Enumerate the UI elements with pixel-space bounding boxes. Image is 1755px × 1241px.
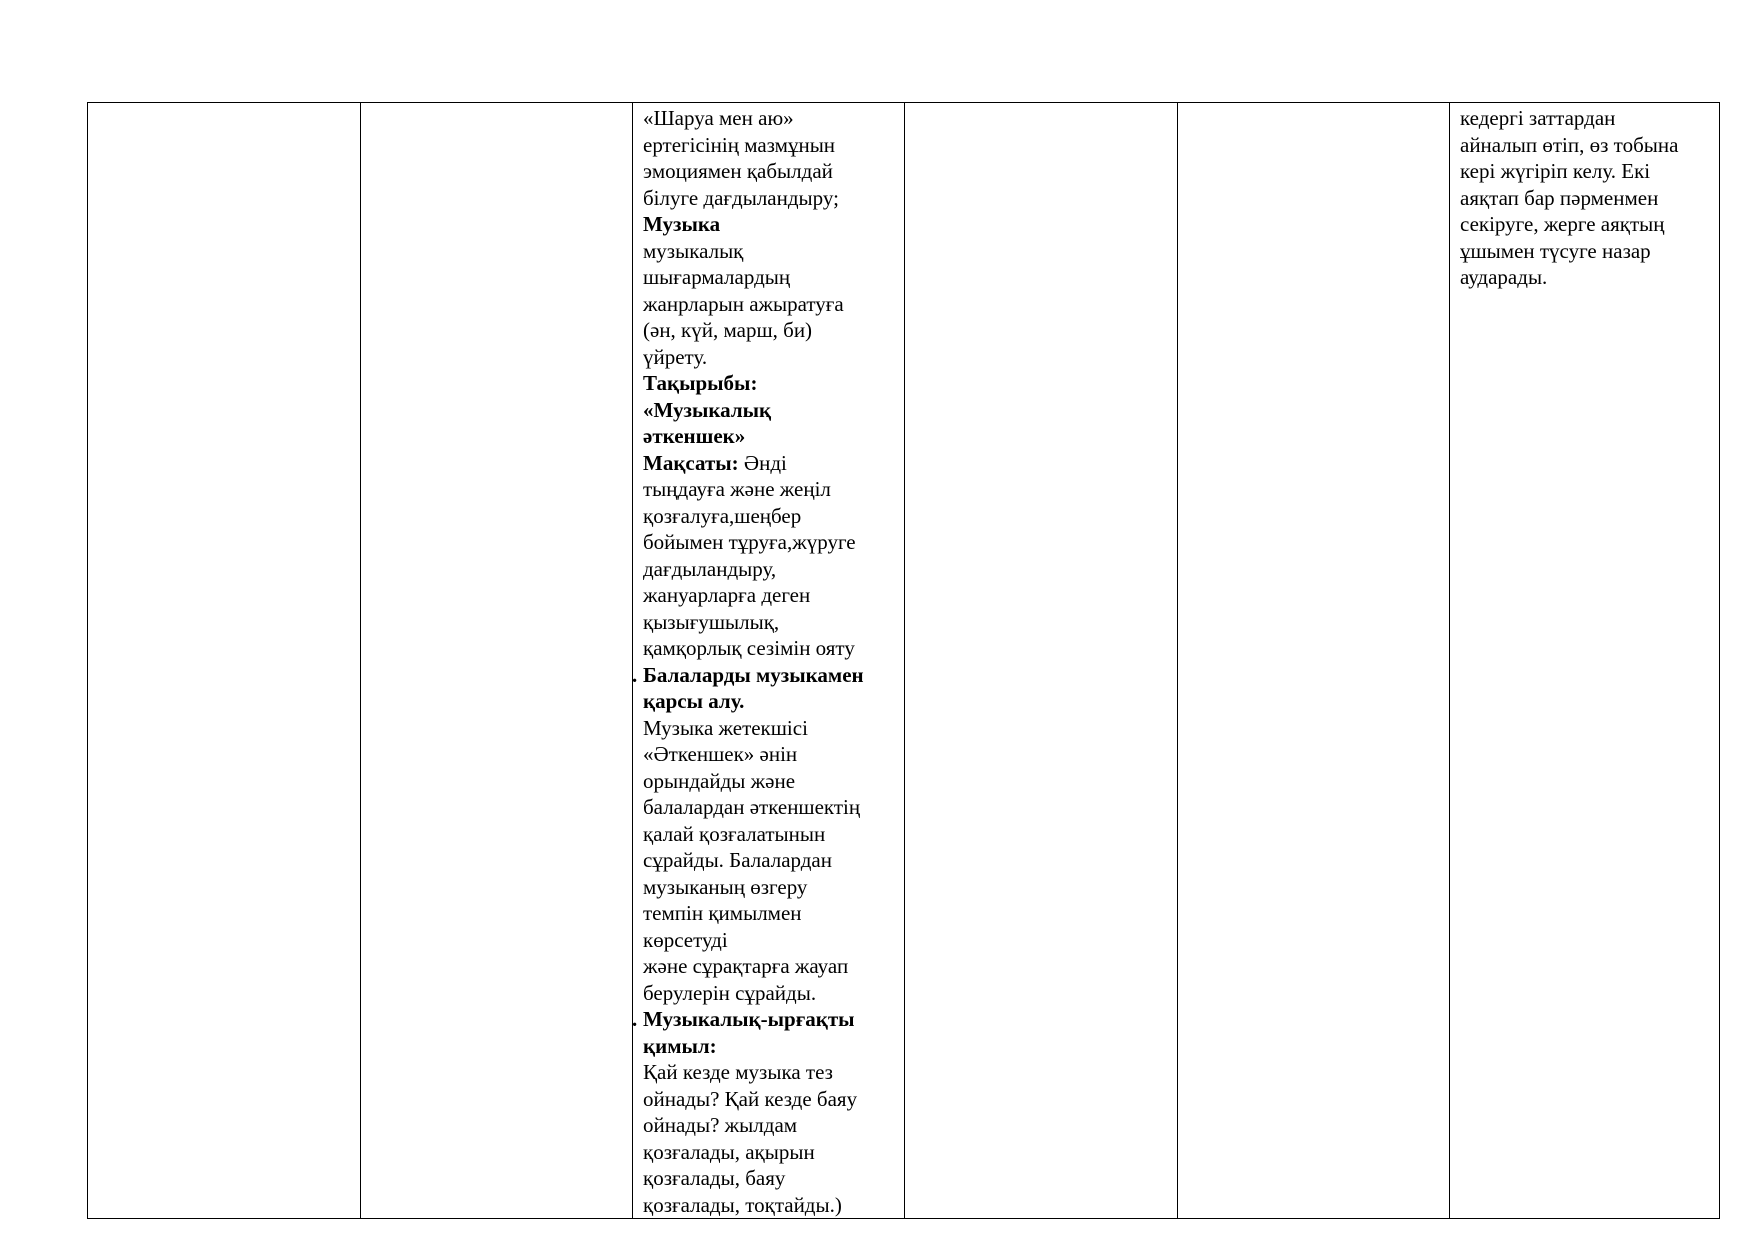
cell-text-line: «Шаруа мен аю» xyxy=(643,106,794,130)
cell-text-line: қозғалады, баяу xyxy=(643,1166,786,1190)
cell-text-line: балалардан әткеншектің xyxy=(643,795,861,819)
cell-text-line: музыкалық xyxy=(643,238,744,263)
cell-text-line: кері жүгіріп келу. Екі xyxy=(1460,159,1651,183)
cell-text-line: ертегісінің мазмұнын xyxy=(643,132,836,157)
cell-text-line: Қай кезде музыка тез xyxy=(643,1060,833,1084)
table-cell-col5 xyxy=(1178,103,1450,1219)
cell-text-line: қозғалады, тоқтайды.) xyxy=(643,1192,842,1217)
cell-text-line: секіруге, жерге аяқтың xyxy=(1460,212,1665,236)
cell-text-line: айналып өтіп, өз тобына xyxy=(1460,132,1679,157)
cell-text-line: музыканың өзгеру xyxy=(643,874,808,899)
table-cell-col1 xyxy=(88,103,361,1219)
cell-text-line: «Әткеншек» әнін xyxy=(643,742,798,766)
cell-text-line: кедергі заттардан xyxy=(1460,106,1616,130)
cell-text-line: қалай қозғалатынын xyxy=(643,821,826,846)
cell-text-line: берулерін сұрайды. xyxy=(643,980,817,1005)
table-cell-col6 xyxy=(1450,103,1720,1219)
table-cell-col3 xyxy=(633,103,905,1219)
section-heading-music: Музыка xyxy=(643,212,721,236)
cell-text-line: аударады. xyxy=(1460,265,1548,289)
cell-text-line: ұшымен түсуге назар xyxy=(1460,238,1651,263)
cell-text-line: бойымен тұруға,жүруге xyxy=(643,530,856,554)
cell-text-line: сұрайды. Балалардан xyxy=(643,848,832,872)
cell-text-line: Музыка жетекшісі xyxy=(643,715,808,740)
cell-text-line: жанрларын ажыратуға xyxy=(643,291,844,316)
cell-text-line: қозғалуға,шеңбер xyxy=(643,503,802,528)
cell-text-line: ойнады? Қай кезде баяу xyxy=(643,1086,858,1111)
table-cell-col4 xyxy=(905,103,1178,1219)
goal-label: Мақсаты: xyxy=(643,450,739,475)
step-heading-rhythm: . Музыкалық-ырғақты xyxy=(643,1006,894,1033)
step-heading-rhythm-cont: қимыл: xyxy=(643,1033,717,1058)
cell-text-line: тыңдауға және жеңіл xyxy=(643,477,831,501)
cell-text-line: ойнады? жылдам xyxy=(643,1113,798,1137)
cell-text-line: темпін қимылмен xyxy=(643,901,802,925)
cell-text-line: орындайды және xyxy=(643,768,796,793)
cell-text-line: (ән, күй, марш, би) xyxy=(643,318,813,342)
step-heading-greeting: . Балаларды музыкамен xyxy=(643,662,894,689)
plan-table xyxy=(87,102,1720,1219)
cell-text-line: дағдыландыру, xyxy=(643,556,777,581)
cell-text-line: қамқорлық сезімін ояту xyxy=(643,636,855,660)
cell-text-line: қозғалады, ақырын xyxy=(643,1139,815,1164)
cell-text-line: білуге дағдыландыру; xyxy=(643,185,839,210)
cell-text-line: эмоциямен қабылдай xyxy=(643,159,833,183)
cell-text-line: аяқтап бар пәрменмен xyxy=(1460,185,1659,210)
goal-text: Әнді xyxy=(743,450,787,475)
cell-text-line: шығармалардың xyxy=(643,265,791,289)
cell-text-line: және сұрақтарға жауап xyxy=(643,954,849,978)
topic-title-line: «Музыкалық xyxy=(643,397,772,422)
topic-label: Тақырыбы: xyxy=(643,371,758,395)
table-cell-col2 xyxy=(361,103,633,1219)
cell-text-line: қызығушылық, xyxy=(643,609,780,634)
cell-text-line: үйрету. xyxy=(643,344,708,369)
cell-text-line: көрсетуді xyxy=(643,927,728,952)
cell-text-line: жануарларға деген xyxy=(643,583,811,607)
step-heading-greeting-cont: қарсы алу. xyxy=(643,689,745,713)
table-row xyxy=(88,103,1720,1219)
goal-line xyxy=(643,450,894,477)
topic-title-line: әткеншек» xyxy=(643,424,746,448)
